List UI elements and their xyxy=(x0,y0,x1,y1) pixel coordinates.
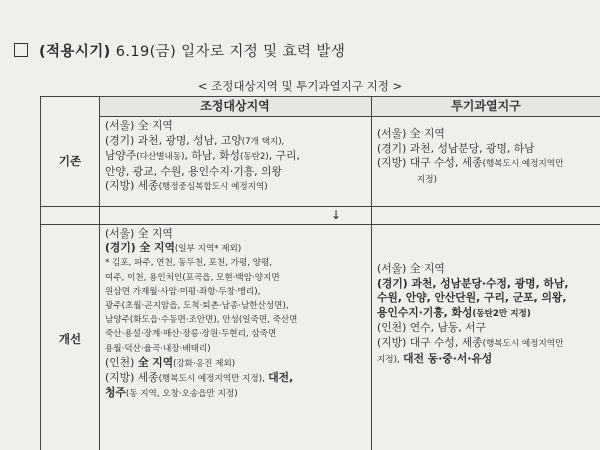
text-part: (강화·옹진 제외) xyxy=(173,358,236,369)
text-part: (행복도시 예정지역만 xyxy=(482,338,564,349)
text-line: 여주, 이천, 용인처인(포곡읍, 모현·백암·양지면 xyxy=(105,272,280,283)
text-line: (경기) 과천, 성남분당·수정, 광명, 하남, xyxy=(377,276,569,290)
text-line: 수원, 안양, 안산단원, 구리, 군포, 의왕, xyxy=(377,291,567,305)
existing-overheat-cell xyxy=(377,127,563,187)
text-line: (서울) 全 지역 xyxy=(377,127,445,140)
text-part: (행복도시 예정지역만 xyxy=(482,159,564,170)
text-line xyxy=(105,241,297,256)
text-line: (경기) 과천, 성남분당, 광명, 하남 xyxy=(377,141,535,155)
improved-adjust-cell xyxy=(105,227,297,401)
text-part: (경기) 과천, 광명, 성남, 고양 xyxy=(105,133,242,147)
grid-line xyxy=(99,97,100,450)
text-part: (다산별내동) xyxy=(136,152,185,163)
text-part: (동탄2만 지정) xyxy=(472,308,531,319)
text-part: (지방) 세종 xyxy=(105,371,159,385)
headline-label: (적용시기) xyxy=(39,44,111,60)
headline-text: 6.19(금) 일자로 지정 및 효력 발생 xyxy=(115,44,346,60)
text-line: 남양주(화도읍·수동면·조안면), 안성(일죽면, 죽산면 xyxy=(105,315,298,326)
text-part: (지방) 대구 수성, 세종 xyxy=(377,335,483,349)
text-part: 남양주 xyxy=(105,149,137,163)
text-part: 용인수지·기흥, 화성 xyxy=(377,305,473,319)
text-part: (지방) 세종 xyxy=(105,179,159,193)
text-line: 죽산·용설·장계·매산·장릉·장원·두현리, 삼죽면 xyxy=(105,329,277,340)
improved-overheat-cell xyxy=(377,262,568,367)
text-line: 안양, 광교, 수원, 용인수지·기흥, 의왕 xyxy=(105,164,282,178)
header-adjust: 조정대상지역 xyxy=(99,97,371,117)
text-line xyxy=(377,156,563,172)
text-part: 청주 xyxy=(105,386,126,400)
text-line: (서울) 全 지역 xyxy=(377,262,445,275)
text-part: (인천) xyxy=(105,355,135,369)
text-line: * 김포, 파주, 연천, 동두천, 포천, 가평, 양평, xyxy=(105,258,273,269)
text-line: 광주(초월·곤지암읍, 도척·퇴촌·남종·남한산성면), xyxy=(105,301,289,312)
text-line: (서울) 全 지역 xyxy=(105,227,173,240)
text-part: (일부 지역* 제외) xyxy=(174,244,242,255)
existing-adjust-cell xyxy=(105,119,300,195)
text-part: (동 지역, 오창·오송읍만 지정) xyxy=(125,389,238,400)
text-line xyxy=(105,371,297,386)
text-line xyxy=(377,306,568,322)
text-line: (서울) 全 지역 xyxy=(105,119,173,132)
text-part: , 구리, xyxy=(268,149,300,163)
grid-line xyxy=(41,224,600,225)
row-label-existing: 기존 xyxy=(58,154,82,168)
grid-line xyxy=(371,97,372,450)
text-line xyxy=(105,149,300,165)
text-line xyxy=(105,386,297,401)
table-caption: < 조정대상지역 및 투기과열지구 지정 > xyxy=(197,79,403,93)
text-line xyxy=(105,356,297,371)
text-part: 全 지역 xyxy=(137,355,174,369)
down-arrow-icon: ↓ xyxy=(330,208,342,222)
grid-line xyxy=(41,206,600,207)
text-line xyxy=(105,179,300,195)
text-part: (7개 택지), xyxy=(241,136,285,147)
text-part: 지정), xyxy=(377,354,400,365)
text-line xyxy=(105,134,300,150)
text-line: 용월·덕산·율곡·내장·배태리) xyxy=(105,343,211,354)
text-part: (동탄2) xyxy=(239,152,269,163)
text-line: (인천) 연수, 남동, 서구 xyxy=(377,321,487,335)
text-part: (경기) 全 지역 xyxy=(105,241,175,255)
text-part: , 하남, 화성 xyxy=(184,149,240,163)
text-part: (행정중심복합도시 예정지역) xyxy=(158,182,268,193)
designation-table xyxy=(40,96,600,450)
header-overheat: 투기과열지구 xyxy=(371,97,600,117)
text-part: (행복도시 예정지역만 지정), xyxy=(158,374,265,385)
checkbox-square xyxy=(14,43,28,57)
text-line xyxy=(377,336,568,352)
text-part: 대전 동·중·서·유성 xyxy=(403,351,493,365)
text-line xyxy=(377,352,568,368)
text-part: 지정) xyxy=(417,174,437,185)
headline xyxy=(14,40,345,61)
text-line: 원삼면 가재월·사암·미평·좌항·두창·맹리), xyxy=(105,286,261,297)
text-part: 대전, xyxy=(268,371,294,385)
row-label-improved: 개선 xyxy=(58,332,82,346)
text-part: (지방) 대구 수성, 세종 xyxy=(377,156,483,170)
text-line xyxy=(377,172,563,188)
